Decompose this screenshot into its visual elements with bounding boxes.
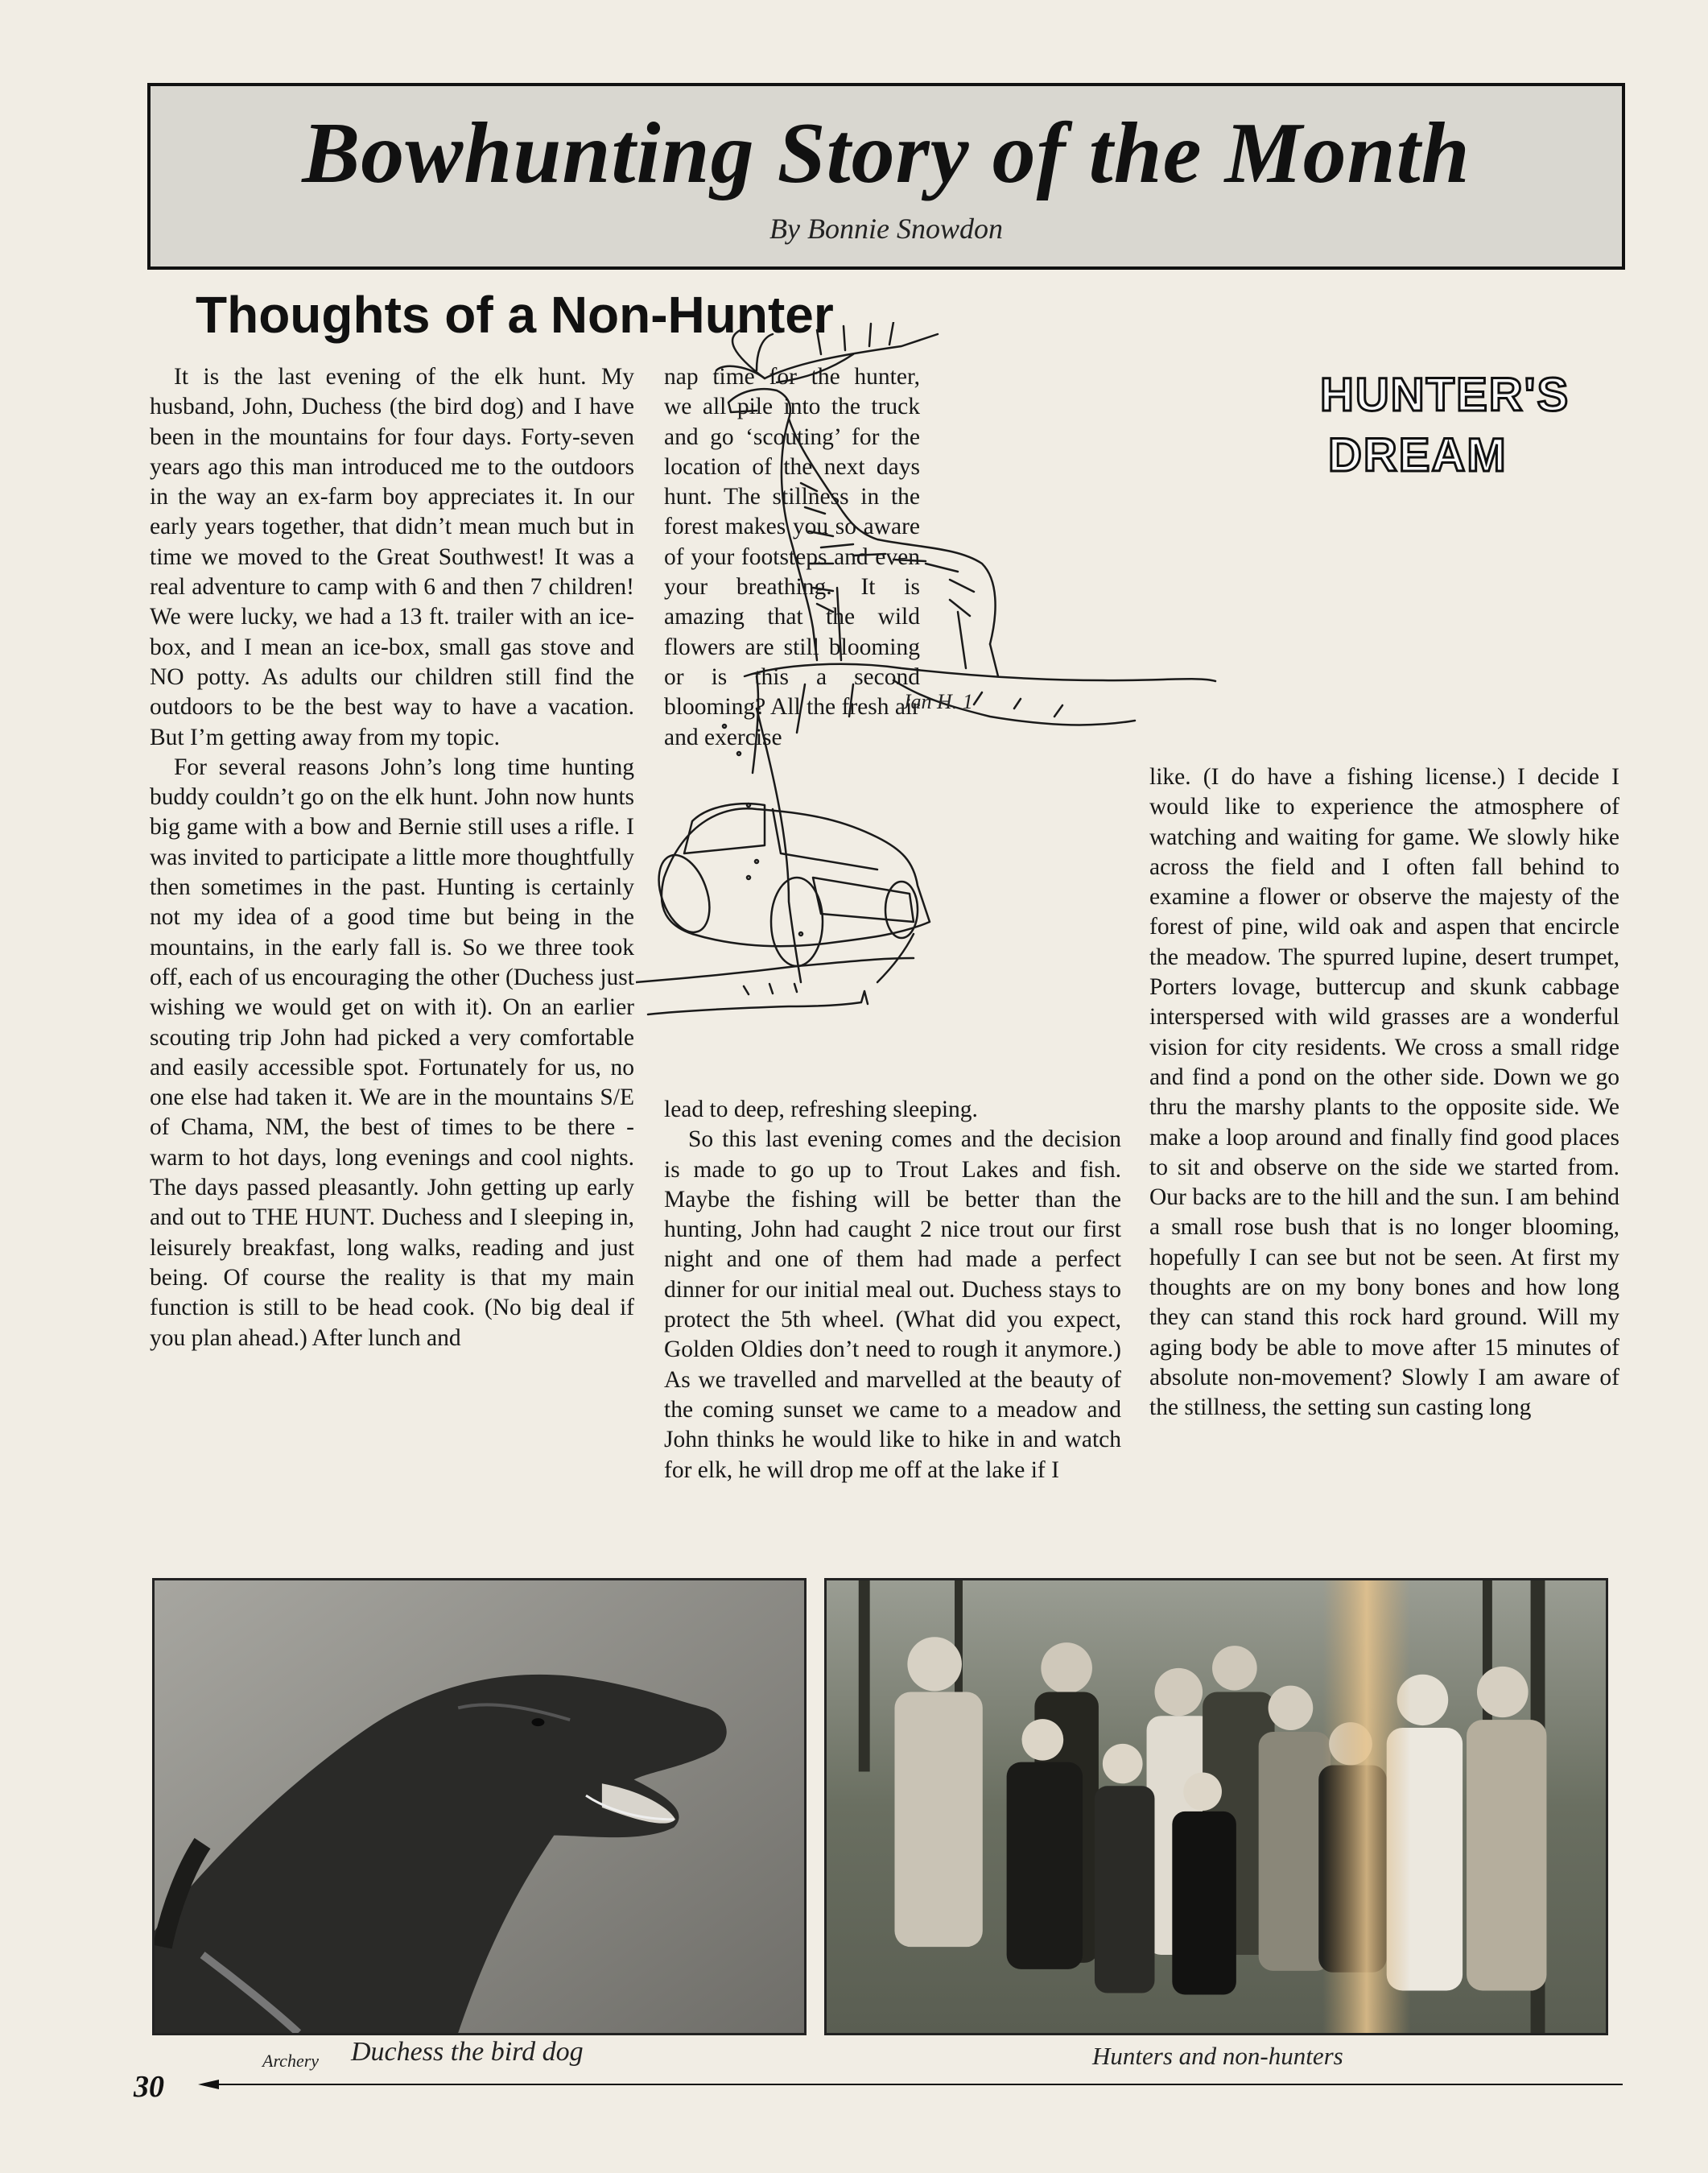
family-photo-caption: Hunters and non-hunters (1092, 2042, 1343, 2070)
dog-photo-caption: Duchess the bird dog (351, 2037, 584, 2067)
paragraph: So this last evening comes and the decision is made to go up to Trout Lakes and fish. Maybe the fishing will be better than the hunting, John had caught 2 nice trout our first night and one of them had made a perfect dinner for our initial meal out. Duchess stays to protect the 5th wheel. (What did you expect, Golden Oldies don’t need to rough it anymore.) As we travelled and marvelled at the beauty of the coming sunset we came to a meadow and John thinks he would like to hike in and watch for elk, he will drop me off at the lake if I (664, 1126, 1121, 1483)
byline: By Bonnie Snowdon (769, 213, 1003, 245)
logo-line-2: DREAM (1328, 429, 1508, 481)
logo-line-1: HUNTER'S (1320, 369, 1570, 421)
elk-truck-illustration (636, 322, 1409, 1079)
family-photo-image (827, 1580, 1606, 2033)
column-2-bottom (664, 1095, 1121, 1485)
dog-photo (152, 1578, 807, 2035)
magazine-name: Archery (262, 2051, 320, 2071)
paragraph: For several reasons John’s long time hunting buddy couldn’t go on the elk hunt. John now hunts big game with a bow and Bernie still uses a rifle. I was invited to participate a little more thoughtfully then sometimes in the past. Hunting is certainly not my idea of a good time but being in the mountains, in the early fall is. So we three took off, each of us encouraging the other (Duchess just wishing we would get on with it). On an earlier scouting trip John had picked a very comfortable and easily accessible spot. Fortunately for us, no one else had taken it. We are in the mountains S/E of Chama, NM, the best of times to be there - warm to hot days, long evenings and cool nights. The days passed pleasantly. John getting up early and out to THE HUNT. Duchess and I sleeping in, leisurely breakfast, long walks, reading and just being. Of course the reality is that my main function is still to be head cook. (No big deal if you plan ahead.) After lunch and (150, 754, 634, 1351)
paragraph: lead to deep, refreshing sleeping. (664, 1097, 978, 1122)
paragraph: like. (I do have a fishing license.) I decide I would like to experience the atmosphere of watching and waiting for game. We slowly hike across the field and I often fall behind to examine a flower or observe the majesty of the forest of pine, wild oak and aspen that encircle the meadow. The spurred lupine, desert trumpet, Porters lovage, buttercup and skunk cabbage interspersed with wild grasses are a wonderful vision for city residents. We cross a small ridge and find a pond on the other side. Down we go thru the marshy plants to the opposite side. We make a loop around and finally find good places to sit and observe on the side we started from. Our backs are to the hill and the sun. I am behind a small rose bush that is no longer blooming, hopefully I can see but not be seen. At first my thoughts are on my bony bones and how long they can stand this rock hard ground. Will my aging body be able to move after 15 minutes of absolute non-movement? Slowly I am aware of the stillness, the setting sun casting long (1149, 764, 1619, 1421)
header-box (147, 83, 1625, 270)
column-1 (150, 362, 634, 1353)
dog-photo-image (155, 1580, 804, 2033)
artist-signature: Jan H. 1 (901, 690, 973, 713)
article-title: Thoughts of a Non-Hunter (196, 286, 834, 344)
footer-rule (198, 2079, 1623, 2090)
header-title: Bowhunting Story of the Month (302, 105, 1471, 201)
page-number: 30 (134, 2070, 164, 2104)
paragraph: nap time for the hunter, we all pile into the truck and go ‘scouting’ for the location of the next days hunt. The stillness in the forest makes you so aware of your footsteps and even your breathing. It is amazing that the wild flowers are still blooming or is this a second blooming? All the fresh air and exercise (664, 364, 920, 750)
hunters-dream-logo (1312, 362, 1578, 491)
paragraph: It is the last evening of the elk hunt. My husband, John, Duchess (the bird dog) and I have been in the mountains for four days. Forty-seven years ago this man introduced me to the outdoors in the way an ex-farm boy appreciates it. In our early years together, that didn’t mean much but in time we moved to the Great Southwest! It was a real adventure to camp with 6 and then 7 children! We were lucky, we had a 13 ft. trailer with an ice-box, and I mean an ice-box, small gas stove and NO potty. As adults our children still find the outdoors to be the best way to have a vacation. But I’m getting away from my topic. (150, 364, 634, 750)
family-photo (824, 1578, 1608, 2035)
